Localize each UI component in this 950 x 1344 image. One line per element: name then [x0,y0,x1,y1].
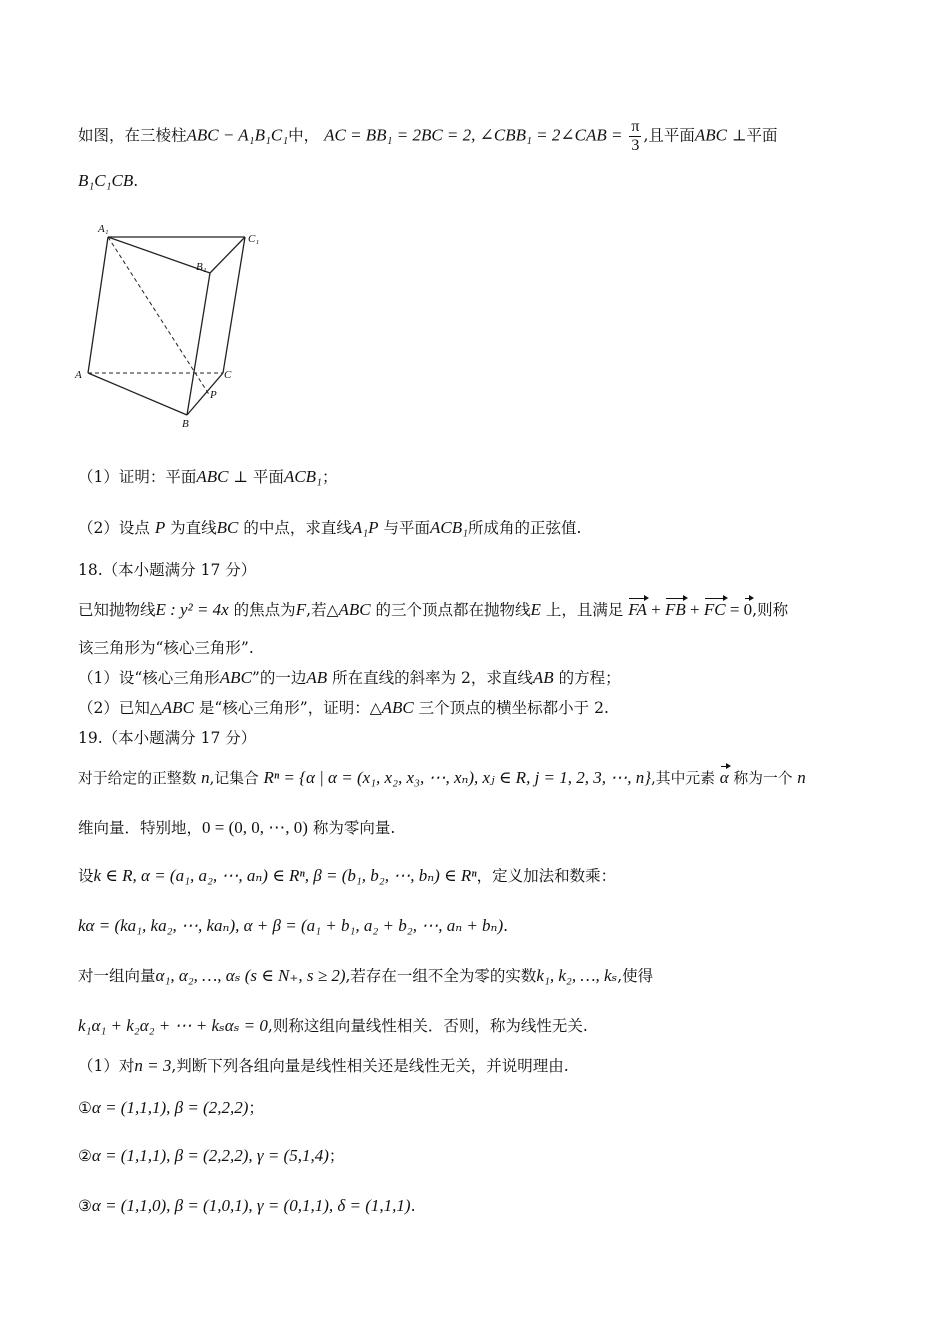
pi-over-3-fraction [629,118,641,155]
p18-text: ,若△ [306,601,339,619]
case-marker: ② [78,1147,92,1165]
q-text: 三个顶点的横坐标都小于 2. [418,699,609,717]
p17-text: ,且平面 [643,126,695,145]
vector-fb: FB [664,600,686,619]
p19-math: α [719,768,729,787]
case-marker: ③ [78,1197,92,1215]
q-text: 是“核心三角形”，证明：△ [198,699,382,717]
p18-math: E [530,600,541,619]
case-marker: ① [78,1099,92,1117]
q-text: ⊥ 平面 [233,468,284,486]
p19-line4 [78,916,508,936]
q-text: 所成角的正弦值. [468,519,582,537]
q-text: 与平面 [383,519,430,537]
q-text: （1）设“核心三角形 [78,669,220,687]
label-c: C [224,369,232,381]
p18-header: 18.（本小题满分 17 分） [78,561,257,579]
frac-num: π [631,118,640,135]
p19-header: 19.（本小题满分 17 分） [78,729,257,747]
q-math: ABC [196,467,229,486]
zero-vector-def: 0 = (0, 0, ⋯, 0) [202,818,308,837]
p19-line6 [78,1016,588,1036]
p19-text: 称为一个 [733,770,793,787]
q-text: （2）设点 [78,519,150,537]
p19-text: ,若存在一组不全为零的实数 [345,967,537,985]
q-math: BC [216,518,239,537]
label-b: B [182,418,189,430]
p19-math: n [201,768,210,787]
set-rn-definition: Rⁿ = {α | α = (x₁, x₂, x₃, ⋯, xₙ), xⱼ ∈ R, j = 1, 2, 3, ⋯, n} [263,768,652,787]
p17-prism: ABC − A₁B₁C₁ [186,125,289,145]
case-math: α = (1,1,1), β = (2,2,2) [91,1098,249,1117]
p19-text: 对于给定的正整数 [78,770,197,787]
p17-question2 [78,518,581,538]
p18-text: 的焦点为 [233,601,296,619]
p17-question1 [78,467,337,487]
p19-math: α₁, α₂, …, αₛ (s ∈ N₊, s ≥ 2) [155,966,346,985]
p19-text: 维向量．特别地， [78,819,203,837]
q-math: AB [532,668,554,687]
p19-math: k₁, k₂, …, kₛ [536,966,618,985]
q-text: 的中点，求直线 [243,519,352,537]
p19-line2 [78,818,395,838]
q-text: . [410,1197,416,1215]
edge-ab [88,373,187,415]
p18-text: 的三个顶点都在抛物线 [375,601,531,619]
p19-line3 [78,866,616,886]
p17-text: 如图，在三棱柱 [78,126,187,145]
case-math: α = (1,1,1), β = (2,2,2), γ = (5,1,4) [91,1146,329,1165]
perp-symbol: ⊥ [731,126,747,145]
q-text: ,判断下列各组向量是线性相关还是线性无关，并说明理由. [171,1057,569,1075]
edge-a1a [88,237,108,373]
p17-condition: AC = BB₁ = 2BC = 2, ∠CBB₁ = 2∠CAB = [324,125,623,145]
p19-math: n [797,768,806,787]
label-c1: C₁ [248,233,260,245]
q-text: （2）已知△ [78,699,162,717]
p19-text: 对一组向量 [78,967,156,985]
p19-line5 [78,966,653,986]
p18-question1 [78,668,621,688]
label-b1: B₁ [196,261,207,273]
vector-fc: FC [703,600,726,619]
q-text: ”的一边 [251,669,307,687]
q-text: 为直线 [170,519,217,537]
p19-text: 称为零向量. [312,819,396,837]
p19-text: ，定义加法和数乘： [476,867,617,885]
q-math: A₁P [351,518,379,537]
q-math: ABC [219,668,252,687]
segment-a1p [108,237,210,396]
q-text: （1）证明：平面 [78,468,197,486]
p19-operations: kα = (ka₁, ka₂, ⋯, kaₙ), α + β = (a₁ + b₁, a₂ + b₂, ⋯, aₙ + bₙ) [78,916,504,935]
zero-vector: 0 [743,600,753,619]
p18-math: F [295,600,307,619]
q-math: n = 3 [134,1056,172,1075]
label-a1: A₁ [98,223,109,235]
edge-a1b1 [108,237,210,273]
p19-question1 [78,1056,569,1076]
frac-den: 3 [631,137,640,154]
vector-fa: FA [628,600,647,619]
p19-text: ,记集合 [209,770,259,787]
p18-parabola-eq: E : y² = 4x [155,600,229,619]
p17-intro-line2 [78,171,138,191]
q-math: ABC [381,698,414,717]
p18-question2 [78,698,609,718]
p19-math: k ∈ R, α = (a₁, a₂, ⋯, aₙ) ∈ Rⁿ, β = (b₁, b₂, ⋯, bₙ) ∈ Rⁿ [93,866,477,885]
p17-plane: B₁C₁CB [78,171,134,190]
p18-text: 上，且满足 [545,601,624,619]
q-text: 所在直线的斜率为 2，求直线 [332,669,533,687]
q-math: ACB₁ [283,467,322,486]
prism-figure [70,218,270,433]
edge-c1c [223,237,245,373]
edge-b1b [187,273,210,415]
p17-plane: ABC [694,125,728,145]
p19-text: . [503,917,509,935]
q-text: ； [248,1099,264,1117]
label-p: P [210,389,217,401]
q-text: ； [328,1147,345,1165]
p17-text: 中， [288,126,320,145]
p19-line1 [78,768,806,789]
q-math: ABC [161,698,194,717]
p19-case1 [78,1098,264,1118]
q-text: ； [321,468,338,486]
q-math: ACB₁ [429,518,469,537]
p19-text: ,则称这组向量线性相关．否则，称为线性无关. [267,1017,588,1035]
p18-math: ABC [338,600,371,619]
p19-text: 设 [78,867,94,885]
p19-math: k₁α₁ + k₂α₂ + ⋯ + kₛαₛ = 0 [78,1016,268,1035]
q-text: 的方程； [558,669,621,687]
p19-text: ,使得 [617,967,654,985]
p18-line1: 已知抛物线E : y² = 4x 的焦点为F,若△ABC 的三个顶点都在抛物线E 上，且满足 FA + FB + FC = 0,则称 [78,600,789,619]
q-math: P [154,518,166,537]
p19-case2 [78,1146,344,1166]
p18-line2: 该三角形为“核心三角形”. [78,639,254,657]
label-a: A [75,369,82,381]
p17-intro-line1 [78,118,778,155]
case-math: α = (1,1,0), β = (1,0,1), γ = (0,1,1), δ = (1,1,1) [91,1196,411,1215]
q-math: AB [306,668,328,687]
p18-text: 已知抛物线 [78,601,156,619]
p18-text: ,则称 [752,601,789,619]
p19-text: ,其中元素 [651,770,715,787]
p17-text: 平面 [746,126,778,145]
p17-text: . [133,172,139,190]
p19-case3 [78,1196,416,1216]
q-text: （1）对 [78,1057,135,1075]
